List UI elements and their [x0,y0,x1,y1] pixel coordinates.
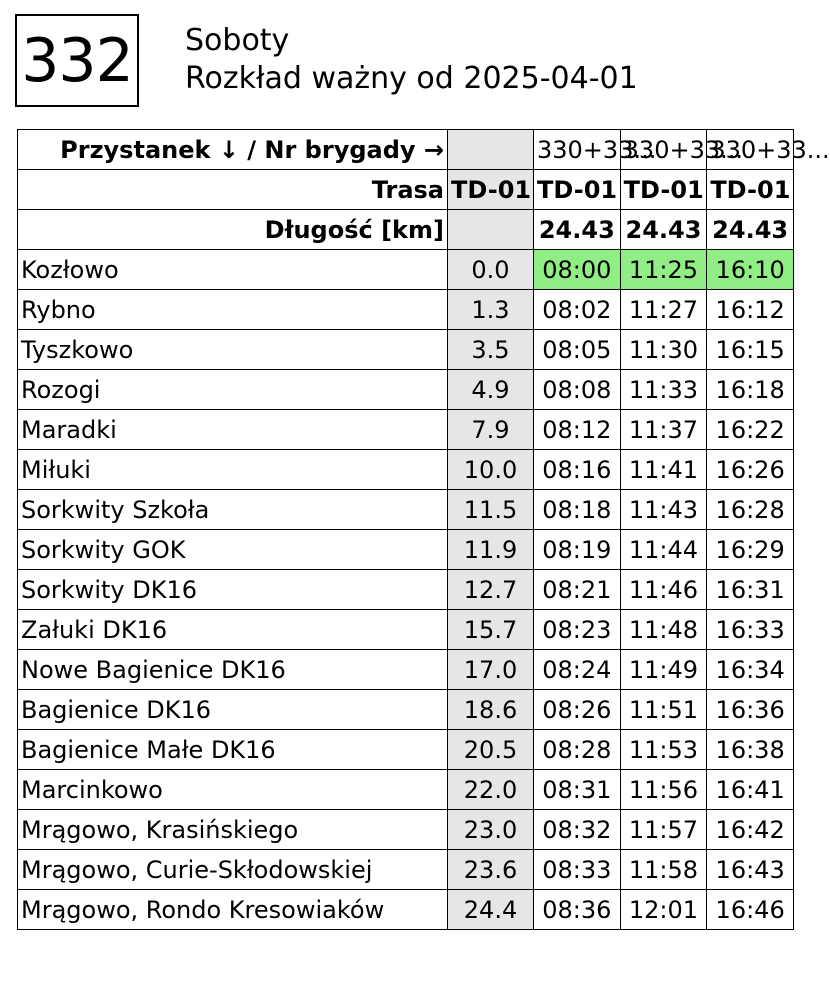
departure-time: 16:26 [707,450,794,490]
corner-label: Przystanek ↓ / Nr brygady → [18,130,448,170]
dlugosc-cell: 24.43 [707,210,794,250]
departure-time: 11:48 [620,610,707,650]
stop-km: 11.5 [448,490,534,530]
stop-km: 11.9 [448,530,534,570]
departure-time: 16:38 [707,730,794,770]
trasa-label: Trasa [18,170,448,210]
departure-time: 08:05 [534,330,621,370]
departure-time: 11:27 [620,290,707,330]
departure-time: 08:28 [534,730,621,770]
stop-row [18,530,794,570]
departure-time: 16:10 [707,250,794,290]
stop-name: Nowe Bagienice DK16 [18,650,448,690]
stop-row [18,410,794,450]
stop-row [18,490,794,530]
departure-time: 11:58 [620,850,707,890]
km-column-trasa: TD-01 [448,170,534,210]
route-number: 332 [21,25,133,96]
departure-time: 12:01 [620,890,707,930]
trasa-cell: TD-01 [707,170,794,210]
departure-time: 08:19 [534,530,621,570]
departure-time: 11:56 [620,770,707,810]
stop-row [18,690,794,730]
departure-time: 08:36 [534,890,621,930]
stop-name: Miłuki [18,450,448,490]
km-column-brygada [448,130,534,170]
departure-time: 16:22 [707,410,794,450]
departure-time: 08:02 [534,290,621,330]
trasa-row [18,170,794,210]
day-type: Soboty [185,23,290,58]
stop-km: 4.9 [448,370,534,410]
departure-time: 16:34 [707,650,794,690]
departure-time: 16:28 [707,490,794,530]
stop-km: 7.9 [448,410,534,450]
departure-time: 11:53 [620,730,707,770]
departure-time: 08:32 [534,810,621,850]
departure-time: 08:00 [534,250,621,290]
dlugosc-cell: 24.43 [534,210,621,250]
stop-km: 23.0 [448,810,534,850]
stop-row [18,810,794,850]
stop-km: 17.0 [448,650,534,690]
stop-name: Sorkwity GOK [18,530,448,570]
stop-name: Mrągowo, Rondo Kresowiaków [18,890,448,930]
brygada-cell: 330+33... [620,130,707,170]
departure-time: 11:41 [620,450,707,490]
stop-km: 10.0 [448,450,534,490]
stop-row [18,370,794,410]
departure-time: 08:24 [534,650,621,690]
dlugosc-label: Długość [km] [18,210,448,250]
stop-name: Mrągowo, Krasińskiego [18,810,448,850]
route-number-box [15,14,139,107]
stop-name: Tyszkowo [18,330,448,370]
departure-time: 16:42 [707,810,794,850]
stop-km: 1.3 [448,290,534,330]
stop-row [18,330,794,370]
departure-time: 11:57 [620,810,707,850]
stop-km: 23.6 [448,850,534,890]
dlugosc-row [18,210,794,250]
dlugosc-cell: 24.43 [620,210,707,250]
departure-time: 16:12 [707,290,794,330]
departure-time: 08:18 [534,490,621,530]
stop-name: Kozłowo [18,250,448,290]
departure-time: 16:46 [707,890,794,930]
stop-name: Załuki DK16 [18,610,448,650]
stop-row [18,610,794,650]
departure-time: 11:51 [620,690,707,730]
departure-time: 11:49 [620,650,707,690]
stop-row [18,290,794,330]
stop-km: 0.0 [448,250,534,290]
departure-time: 16:33 [707,610,794,650]
departure-time: 11:44 [620,530,707,570]
stop-km: 12.7 [448,570,534,610]
stop-row [18,250,794,290]
departure-time: 16:41 [707,770,794,810]
departure-time: 11:46 [620,570,707,610]
stop-name: Bagienice DK16 [18,690,448,730]
departure-time: 08:16 [534,450,621,490]
departure-time: 08:12 [534,410,621,450]
stop-name: Bagienice Małe DK16 [18,730,448,770]
trasa-cell: TD-01 [534,170,621,210]
departure-time: 08:33 [534,850,621,890]
departure-time: 08:08 [534,370,621,410]
trasa-cell: TD-01 [620,170,707,210]
stop-row [18,730,794,770]
timetable [17,129,830,930]
departure-time: 11:33 [620,370,707,410]
departure-time: 08:26 [534,690,621,730]
departure-time: 16:18 [707,370,794,410]
stop-row [18,570,794,610]
departure-time: 11:43 [620,490,707,530]
stop-km: 18.6 [448,690,534,730]
departure-time: 16:31 [707,570,794,610]
departure-time: 16:43 [707,850,794,890]
departure-time: 11:37 [620,410,707,450]
brygada-cell: 330+33... [707,130,794,170]
stop-row [18,890,794,930]
stop-name: Sorkwity Szkoła [18,490,448,530]
stop-name: Maradki [18,410,448,450]
stop-km: 15.7 [448,610,534,650]
brygada-row [18,130,794,170]
km-column-dlugosc [448,210,534,250]
departure-time: 08:23 [534,610,621,650]
stop-name: Rozogi [18,370,448,410]
stop-km: 22.0 [448,770,534,810]
departure-time: 16:15 [707,330,794,370]
stop-km: 20.5 [448,730,534,770]
validity-date: Rozkład ważny od 2025-04-01 [185,61,638,96]
departure-time: 08:21 [534,570,621,610]
stop-name: Rybno [18,290,448,330]
departure-time: 11:25 [620,250,707,290]
stop-name: Sorkwity DK16 [18,570,448,610]
stop-row [18,770,794,810]
departure-time: 16:29 [707,530,794,570]
stop-row [18,450,794,490]
departure-time: 11:30 [620,330,707,370]
departure-time: 16:36 [707,690,794,730]
brygada-cell: 330+33... [534,130,621,170]
stop-name: Marcinkowo [18,770,448,810]
timetable-header [185,22,638,98]
stop-row [18,850,794,890]
stop-row [18,650,794,690]
stop-km: 24.4 [448,890,534,930]
departure-time: 08:31 [534,770,621,810]
stop-km: 3.5 [448,330,534,370]
stop-name: Mrągowo, Curie-Skłodowskiej [18,850,448,890]
